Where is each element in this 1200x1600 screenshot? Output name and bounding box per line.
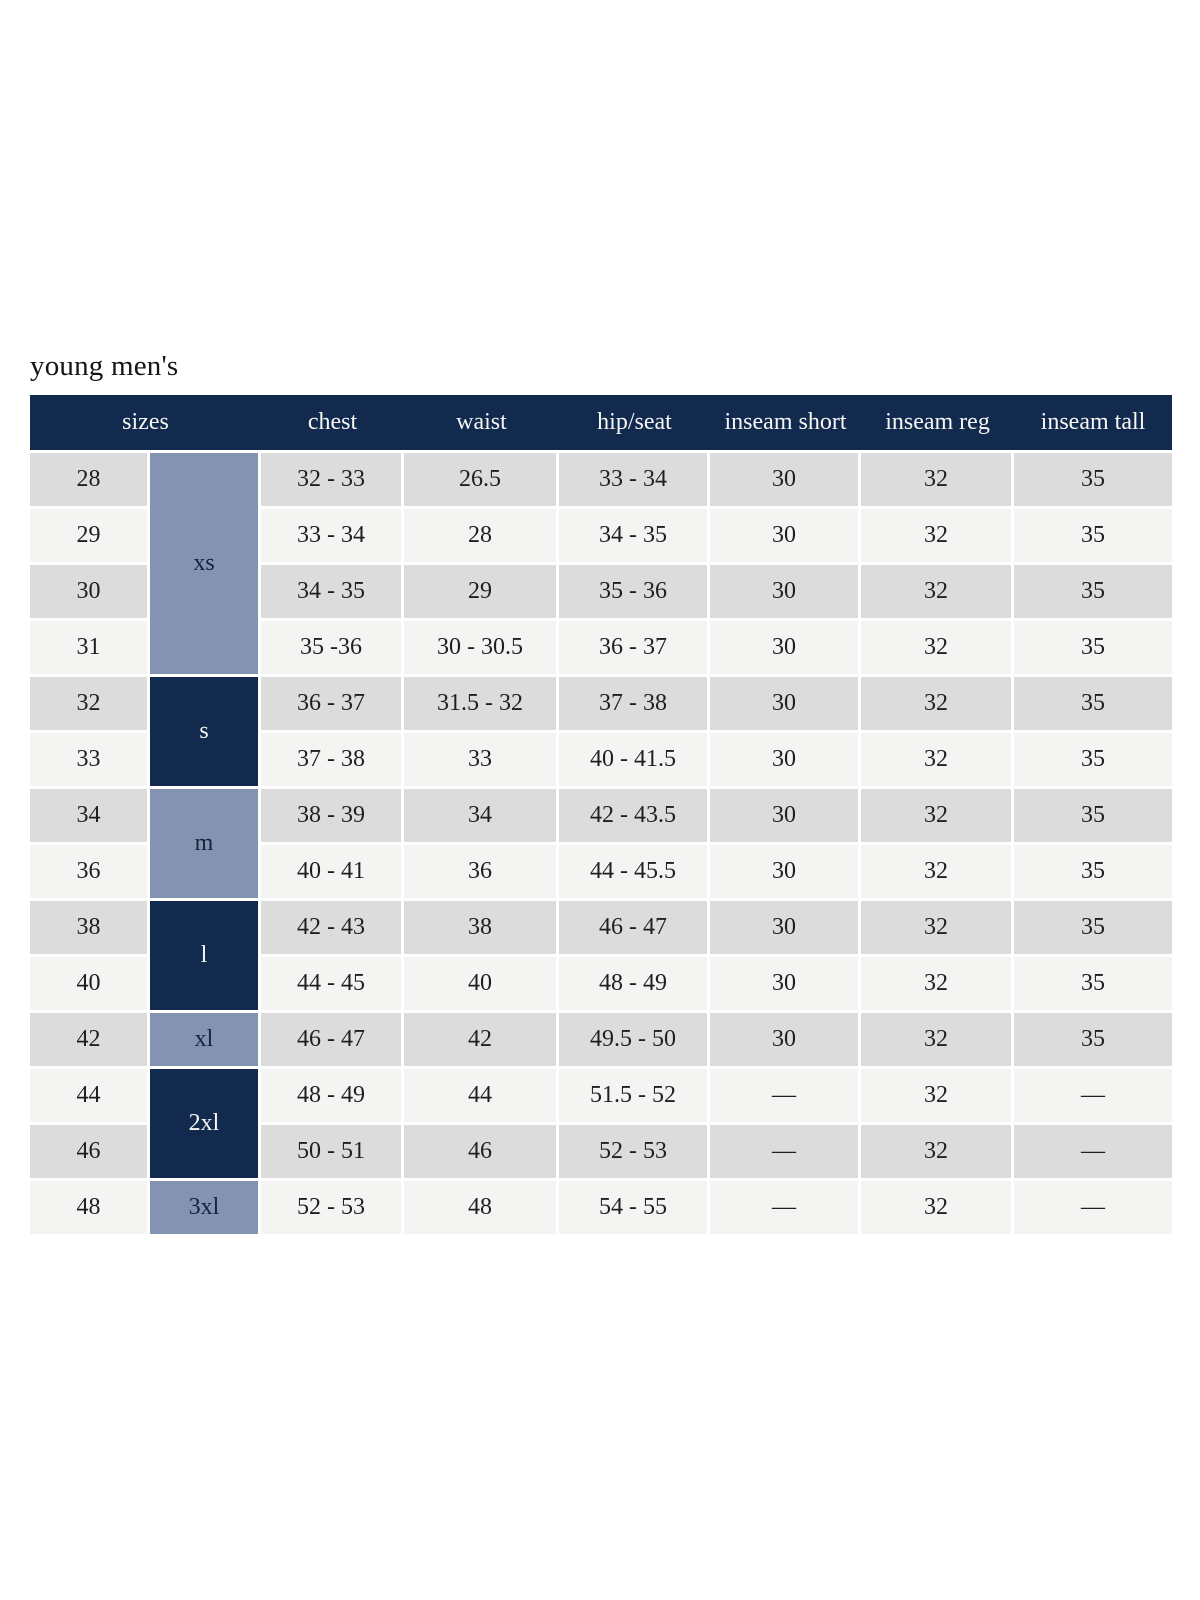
inseam-short-cell: 30 (710, 621, 861, 677)
inseam-short-cell: 30 (710, 453, 861, 509)
size-cell: 40 (30, 957, 150, 1013)
column-header-inseam-reg: inseam reg (861, 395, 1014, 453)
inseam-short-cell: — (710, 1069, 861, 1125)
hip-seat-cell: 42 - 43.5 (559, 789, 710, 845)
column-header-inseam-short: inseam short (710, 395, 861, 453)
column-header-inseam-tall: inseam tall (1014, 395, 1172, 453)
inseam-short-cell: 30 (710, 509, 861, 565)
waist-cell: 40 (404, 957, 559, 1013)
waist-cell: 29 (404, 565, 559, 621)
inseam-tall-cell: 35 (1014, 845, 1172, 901)
inseam-reg-cell: 32 (861, 453, 1014, 509)
size-chart-table (30, 395, 1172, 1237)
inseam-tall-cell: 35 (1014, 621, 1172, 677)
waist-cell: 26.5 (404, 453, 559, 509)
waist-cell: 44 (404, 1069, 559, 1125)
waist-cell: 31.5 - 32 (404, 677, 559, 733)
size-group-cell: xl (150, 1013, 261, 1069)
size-cell: 36 (30, 845, 150, 901)
hip-seat-cell: 49.5 - 50 (559, 1013, 710, 1069)
chest-cell: 36 - 37 (261, 677, 404, 733)
inseam-tall-cell: — (1014, 1125, 1172, 1181)
chest-cell: 50 - 51 (261, 1125, 404, 1181)
inseam-reg-cell: 32 (861, 1013, 1014, 1069)
waist-cell: 30 - 30.5 (404, 621, 559, 677)
chest-cell: 32 - 33 (261, 453, 404, 509)
hip-seat-cell: 34 - 35 (559, 509, 710, 565)
inseam-tall-cell: 35 (1014, 789, 1172, 845)
column-header-waist: waist (404, 395, 559, 453)
chest-cell: 40 - 41 (261, 845, 404, 901)
inseam-reg-cell: 32 (861, 957, 1014, 1013)
table-row (30, 901, 1172, 957)
inseam-reg-cell: 32 (861, 733, 1014, 789)
inseam-reg-cell: 32 (861, 1125, 1014, 1181)
inseam-tall-cell: 35 (1014, 733, 1172, 789)
hip-seat-cell: 52 - 53 (559, 1125, 710, 1181)
size-group-cell: s (150, 677, 261, 789)
inseam-short-cell: 30 (710, 901, 861, 957)
waist-cell: 34 (404, 789, 559, 845)
size-cell: 29 (30, 509, 150, 565)
waist-cell: 46 (404, 1125, 559, 1181)
size-group-cell: l (150, 901, 261, 1013)
chest-cell: 48 - 49 (261, 1069, 404, 1125)
inseam-tall-cell: 35 (1014, 565, 1172, 621)
chest-cell: 33 - 34 (261, 509, 404, 565)
size-cell: 32 (30, 677, 150, 733)
inseam-short-cell: 30 (710, 1013, 861, 1069)
table-row (30, 677, 1172, 733)
hip-seat-cell: 44 - 45.5 (559, 845, 710, 901)
inseam-tall-cell: — (1014, 1069, 1172, 1125)
hip-seat-cell: 48 - 49 (559, 957, 710, 1013)
hip-seat-cell: 37 - 38 (559, 677, 710, 733)
inseam-tall-cell: 35 (1014, 957, 1172, 1013)
chest-cell: 52 - 53 (261, 1181, 404, 1237)
table-row (30, 453, 1172, 509)
inseam-tall-cell: 35 (1014, 1013, 1172, 1069)
hip-seat-cell: 46 - 47 (559, 901, 710, 957)
hip-seat-cell: 36 - 37 (559, 621, 710, 677)
size-cell: 44 (30, 1069, 150, 1125)
table-row (30, 1069, 1172, 1125)
size-group-cell: 2xl (150, 1069, 261, 1181)
chest-cell: 37 - 38 (261, 733, 404, 789)
chest-cell: 46 - 47 (261, 1013, 404, 1069)
inseam-short-cell: 30 (710, 677, 861, 733)
table-row (30, 789, 1172, 845)
inseam-tall-cell: 35 (1014, 509, 1172, 565)
chest-cell: 35 -36 (261, 621, 404, 677)
hip-seat-cell: 54 - 55 (559, 1181, 710, 1237)
hip-seat-cell: 51.5 - 52 (559, 1069, 710, 1125)
size-cell: 38 (30, 901, 150, 957)
chest-cell: 42 - 43 (261, 901, 404, 957)
inseam-short-cell: 30 (710, 565, 861, 621)
size-group-cell: xs (150, 453, 261, 677)
table-row (30, 1013, 1172, 1069)
size-chart-body (30, 453, 1172, 1237)
inseam-short-cell: 30 (710, 845, 861, 901)
waist-cell: 33 (404, 733, 559, 789)
inseam-reg-cell: 32 (861, 1181, 1014, 1237)
hip-seat-cell: 33 - 34 (559, 453, 710, 509)
column-header-hip-seat: hip/seat (559, 395, 710, 453)
waist-cell: 42 (404, 1013, 559, 1069)
size-chart-section (30, 350, 1172, 1237)
column-header-chest: chest (261, 395, 404, 453)
size-chart-header (30, 395, 1172, 453)
inseam-tall-cell: 35 (1014, 677, 1172, 733)
hip-seat-cell: 35 - 36 (559, 565, 710, 621)
inseam-short-cell: 30 (710, 789, 861, 845)
size-group-cell: m (150, 789, 261, 901)
size-cell: 31 (30, 621, 150, 677)
header-row (30, 395, 1172, 453)
size-cell: 48 (30, 1181, 150, 1237)
waist-cell: 48 (404, 1181, 559, 1237)
table-row (30, 1181, 1172, 1237)
inseam-reg-cell: 32 (861, 621, 1014, 677)
inseam-short-cell: 30 (710, 957, 861, 1013)
chest-cell: 44 - 45 (261, 957, 404, 1013)
inseam-reg-cell: 32 (861, 1069, 1014, 1125)
column-header-sizes: sizes (30, 395, 261, 453)
size-cell: 28 (30, 453, 150, 509)
inseam-reg-cell: 32 (861, 509, 1014, 565)
waist-cell: 36 (404, 845, 559, 901)
size-cell: 46 (30, 1125, 150, 1181)
inseam-tall-cell: — (1014, 1181, 1172, 1237)
chest-cell: 34 - 35 (261, 565, 404, 621)
size-cell: 42 (30, 1013, 150, 1069)
inseam-short-cell: 30 (710, 733, 861, 789)
inseam-tall-cell: 35 (1014, 453, 1172, 509)
waist-cell: 38 (404, 901, 559, 957)
inseam-short-cell: — (710, 1125, 861, 1181)
inseam-reg-cell: 32 (861, 789, 1014, 845)
inseam-short-cell: — (710, 1181, 861, 1237)
page-title: young men's (30, 350, 179, 382)
size-group-cell: 3xl (150, 1181, 261, 1237)
inseam-reg-cell: 32 (861, 565, 1014, 621)
waist-cell: 28 (404, 509, 559, 565)
hip-seat-cell: 40 - 41.5 (559, 733, 710, 789)
inseam-reg-cell: 32 (861, 845, 1014, 901)
inseam-reg-cell: 32 (861, 901, 1014, 957)
size-cell: 33 (30, 733, 150, 789)
inseam-tall-cell: 35 (1014, 901, 1172, 957)
size-cell: 30 (30, 565, 150, 621)
size-cell: 34 (30, 789, 150, 845)
inseam-reg-cell: 32 (861, 677, 1014, 733)
chest-cell: 38 - 39 (261, 789, 404, 845)
